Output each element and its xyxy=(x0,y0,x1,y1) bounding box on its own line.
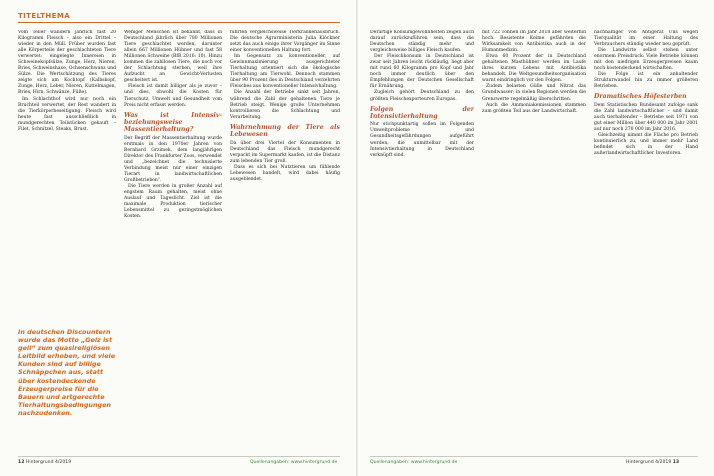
footer-right xyxy=(626,460,679,465)
page-number: 12 xyxy=(18,460,25,465)
paragraph: Derartige Konsumgewohnheiten zeigen auch darauf zurückzuführen sein, dass die Deutschen ständig mehr und vergleichsweise billiges Fleisch kaufen. xyxy=(370,30,474,54)
paragraph: Gleichzeitig nimmt die Fläche pro Betrieb kontinuierlich zu, und immer mehr Land befindet sich in der Hand außerlandwirtschaftlicher Investoren. xyxy=(594,133,698,157)
right-page xyxy=(358,0,714,476)
paragraph: Die Landwirte selbst stehen unter enormem Preisdruck: Viele Betriebe können mit den niedrigen Erzeugerpreisen kaum noch kostendeckend wirtschaften. xyxy=(594,48,698,72)
left-column-3 xyxy=(230,30,340,450)
footer-rule xyxy=(18,456,340,457)
paragraph: Vom Teller wandern jährlich fast 20 Kilogramm Fleisch – also ein Drittel – wieder in den Müll. Früher wurden fast alle Körperteile der geschlachteten Tiere verwertet: eingelegte Innereien in Schweinekopfsülze, Zunge, Herz, Nieren, Bries, Schweinshaxe, Ochsenschwanz und Sülze. Die Wertschätzung des Tieres zeigte sich am Kochtopf (Kalbskopf, Zunge, Herz, Leber, Nieren, Kuttelmagen, Bries, Hirn, Schwänze, Füße). xyxy=(18,30,116,96)
right-column-3 xyxy=(594,30,698,450)
section-tag: TITELTHEMA xyxy=(18,12,71,20)
paragraph: Nur stichpunktartig sollen im Folgenden Umweltprobleme und Gesundheitsgefährdungen aufgeführt werden, die unmittelbar mit der Intensivtierhaltung in Deutschland verknüpft sind. xyxy=(370,122,474,158)
subheading: Wahrnehmung der Tiere als Lebewesen xyxy=(230,123,340,139)
paragraph: nachhaltiger von Antigerät Uns wegen Tierqualität im einer Haltung des Verbrauchers ständig wieder neu geprüft. xyxy=(594,30,698,48)
page-number: 13 xyxy=(672,460,680,465)
paragraph: Der Begriff der Massentierhaltung wurde erstmals in den 1970er Jahren von Bernhard Grzimek, dem langjährigen Direktor des Frankfurter Zoos, verwendet und „bezeichnet die technisierte Verbindung meist nur einer einzigen Tierart in landwirtschaftlichen Großbetrieben“. xyxy=(124,135,222,184)
paragraph: mit 722 Tonnen im Jahr 2018 aber weiterhin hoch. Resistente Keime gefährden die Wirksamkeit von Antibiotika auch in der Humanmedizin. xyxy=(482,30,586,54)
subheading: Dramatisches Höfesterben xyxy=(594,93,687,101)
footer-source: Quellenangaben: www.hintergrund.de xyxy=(250,460,338,465)
paragraph: Zugleich gehört Deutschland zu den größten Fleischexporteuren Europas. xyxy=(370,90,474,102)
paragraph: Fleisch ist damit billiger als je zuvor – und dies, obwohl die Kosten für Tierschutz, Umwelt und Gesundheit vom Preis nicht erfasst werden. xyxy=(124,84,222,108)
right-column-2 xyxy=(482,30,586,450)
paragraph: Dass es sich bei Nutztieren um fühlende Lebewesen handelt, wird dabei häufig ausgeblendet. xyxy=(230,164,340,182)
paragraph: Dem Statistischen Bundesamt zufolge sank die Zahl landwirtschaftlicher – und damit auch tierhaltender – Betriebe seit 1971 von gut einer Million über 440 000 im Jahr 2001 auf nur noch 270 000 im Jahr 2016. xyxy=(594,102,698,133)
left-page xyxy=(0,0,356,476)
paragraph: Auch die Ammoniakemissionen stammen zum größten Teil aus der Landwirtschaft. xyxy=(482,102,586,114)
paragraph: Im Gegensatz zu konventioneller, auf Gewinnmaximierung ausgerichteter Tierhaltung orientiert sich die ökologische Tierhaltung am Tierwohl. Dennoch stammen über 90 Prozent des in Deutschland verzehrten Fleisches aus konventioneller Intensivhaltung. xyxy=(230,54,340,90)
footer-source: Quellenangaben: www.hintergrund.de xyxy=(370,460,458,465)
left-column-1 xyxy=(18,30,116,320)
footer-rule xyxy=(370,456,698,457)
magazine-issue: Hintergrund 4/2019 xyxy=(25,460,72,465)
section-rule xyxy=(18,22,340,23)
subheading: Folgen der Intensivtierhaltung xyxy=(370,105,474,120)
paragraph: führten vergleichsweise Tierkrankenausbruch. Die deutsche Agrarministerin Julia Klöckner setzt das auch einige ihrer Vorgänger im Sinne einer konventionellen Haltung fort. xyxy=(230,30,340,54)
paragraph: Die Folge ist ein anhaltender Strukturwandel hin zu immer größeren Betrieben. xyxy=(594,72,698,90)
paragraph: Die Anzahl der Betriebe sinkt seit Jahren, während die Zahl der gehaltenen Tiere je Betrieb steigt. Wenige große Unternehmen kontrollieren die Schlachtung und Verarbeitung. xyxy=(230,90,340,120)
paragraph: Weniger Menschen ist bekannt, dass in Deutschland jährlich über 780 Millionen Tiere geschlachtet werden, darunter allein 667 Millionen Hühner und fast 58 Millionen Schweine (BfR 2016: 10). Hinzu kommen die zahllosen Tiere, die noch vor der Schlachtung sterben, weil ihre Aufzucht an Gewicht-Verlusten gescheitert ist. xyxy=(124,30,222,84)
magazine-issue: Hintergrund 4/2019 xyxy=(626,460,672,465)
paragraph: Etwa 60 Prozent der in Deutschland gehaltenen Masthühner werden im Laufe ihres kurzen Lebens mit Antibiotika behandelt. Die Weltgesundheitsorganisation warnt eindringlich vor den Folgen. xyxy=(482,54,586,84)
paragraph: Im Schlachthof wird nur noch ein Bruchteil verwertet, der Rest wandert in die Tierkörperbeseitigung. Fleisch wird heute fast ausschließlich in mundgerechten Teilstücken gekauft – Filet, Schnitzel, Steaks, Brust. xyxy=(18,96,116,132)
paragraph: Zudem belasten Gülle und Nitrat das Grundwasser; in vielen Regionen werden die Grenzwerte regelmäßig überschritten. xyxy=(482,84,586,102)
subheading: Was ist Intensiv- beziehungsweise Massentierhaltung? xyxy=(124,111,222,134)
paragraph: Die Tiere werden in großer Anzahl auf engstem Raum gehalten, meist ohne Auslauf und Tageslicht. Ziel ist die maximale Produktion tierischer Lebensmittel zu geringstmöglichen Kosten. xyxy=(124,184,222,220)
paragraph: Der Fleischkonsum in Deutschland ist zwar seit Jahren leicht rückläufig, liegt aber mit rund 60 Kilogramm pro Kopf und Jahr noch immer deutlich über den Empfehlungen der Deutschen Gesellschaft für Ernährung. xyxy=(370,54,474,90)
left-column-2 xyxy=(124,30,222,450)
pull-quote: In deutschen Discountern wurde das Motto „Geiz ist geil“ zum quasireligiösen Leitbild erhoben, und viele Kunden sind auf billige Schnäppchen aus, statt über kostendeckende Erzeugerpreise für die Bauern und artgerechte Tierhaltungsbedingungen nachzudenken. xyxy=(18,328,116,417)
footer-left xyxy=(18,460,71,465)
paragraph: Da über drei Viertel der Konsumenten in Deutschland das Fleisch mundgerecht verpackt im Supermarkt kaufen, ist die Distanz zum lebenden Tier groß. xyxy=(230,140,340,164)
right-column-1 xyxy=(370,30,474,450)
